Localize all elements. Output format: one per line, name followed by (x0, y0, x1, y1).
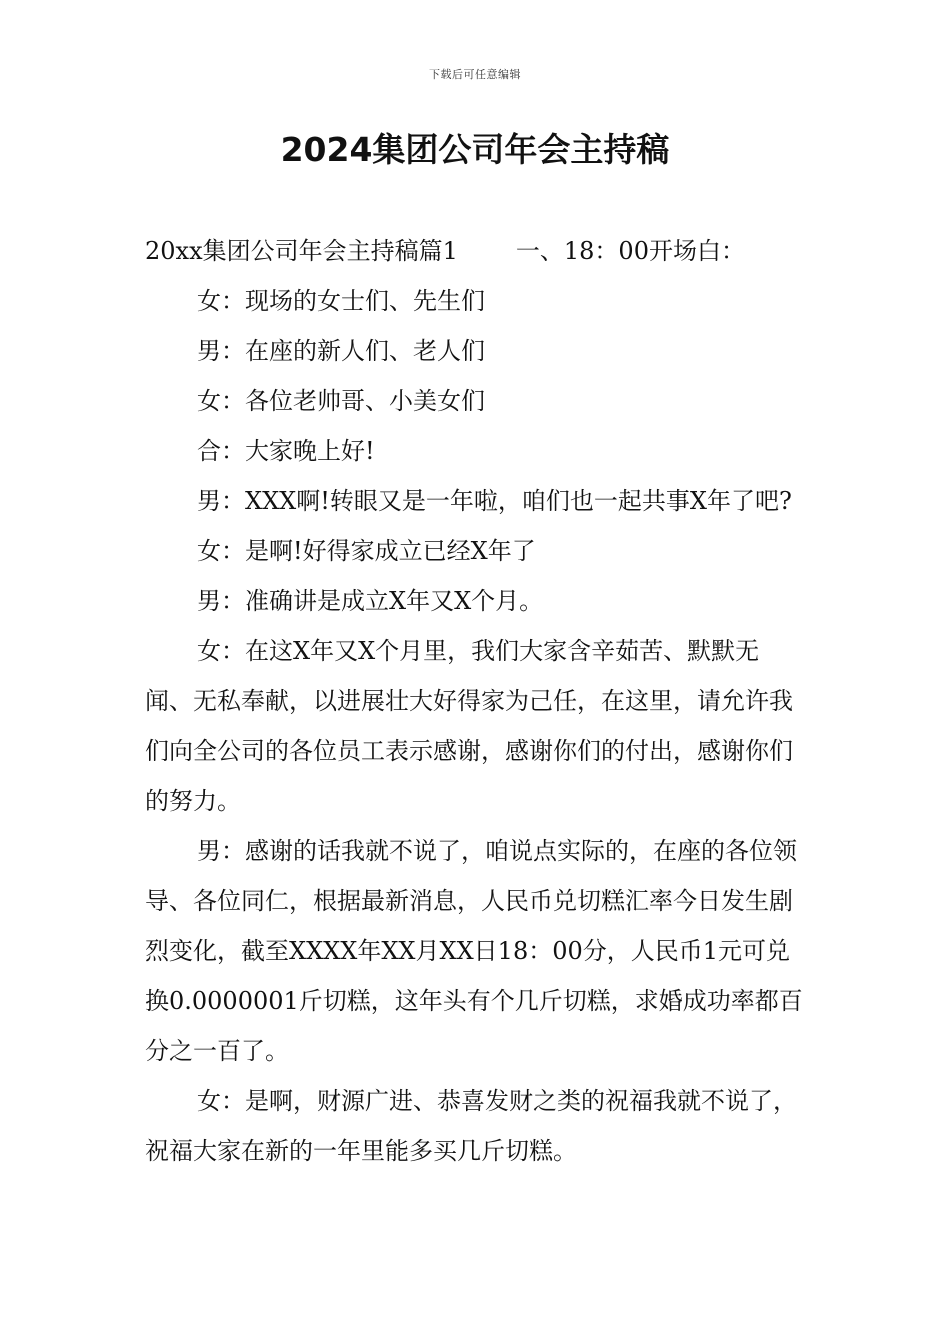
document-body (145, 226, 807, 1176)
paragraph: 合：大家晚上好! (197, 437, 375, 465)
paragraph: 男：在座的新人们、老人们 (197, 337, 485, 365)
paragraph: 女：是啊!好得家成立已经X年了 (197, 537, 536, 565)
section-heading-line (145, 226, 807, 276)
paragraph: 女：各位老帅哥、小美女们 (197, 387, 485, 415)
section-subheading: 一、18：00开场白： (515, 237, 745, 265)
paragraph: 男：准确讲是成立X年又X个月。 (197, 587, 544, 615)
section-heading: 20xx集团公司年会主持稿篇1 (145, 237, 458, 265)
paragraph: 女：在这X年又X个月里，我们大家含辛茹苦、默默无闻、无私奉献，以进展壮大好得家为己任，在这里，请允许我们向全公司的各位员工表示感谢，感谢你们的付出，感谢你们的努力。 (145, 637, 793, 815)
header-note: 下载后可任意编辑 (429, 68, 521, 81)
paragraph: 女：现场的女士们、先生们 (197, 287, 485, 315)
paragraph: 女：是啊，财源广进、恭喜发财之类的祝福我就不说了，祝福大家在新的一年里能多买几斤切糕。 (145, 1087, 797, 1165)
paragraph: 男：XXX啊!转眼又是一年啦，咱们也一起共事X年了吧? (197, 487, 792, 515)
paragraph: 男：感谢的话我就不说了，咱说点实际的，在座的各位领导、各位同仁，根据最新消息，人民币兑切糕汇率今日发生剧烈变化，截至XXXX年XX月XX日18：00分，人民币1元可兑换0.0000001斤切糕，这年头有个几斤切糕，求婚成功率都百分之一百了。 (145, 837, 803, 1065)
document-title: 2024集团公司年会主持稿 (280, 130, 670, 169)
